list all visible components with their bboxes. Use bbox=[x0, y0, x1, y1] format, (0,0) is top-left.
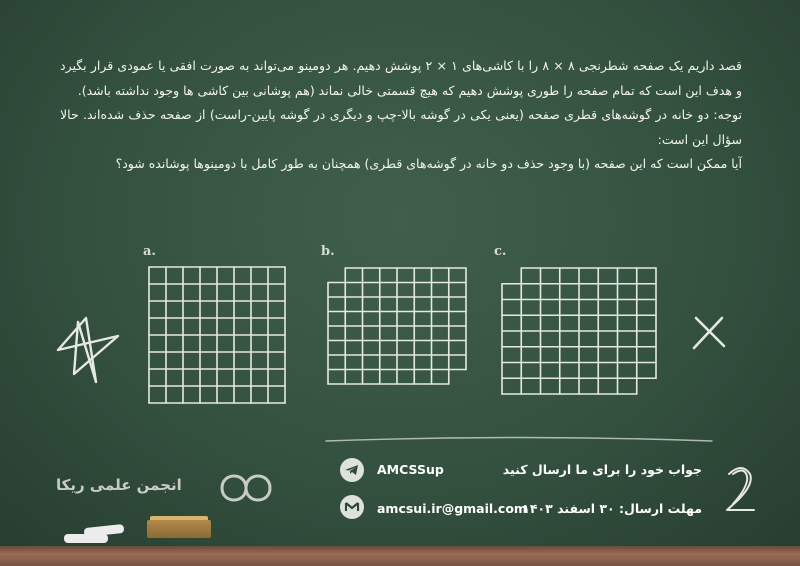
organization-name: انجمن علمی ریکا bbox=[56, 476, 182, 494]
problem-paragraph-1: قصد داریم یک صفحه شطرنجی ۸ × ۸ را با کاشی‌های ۱ × ۲ پوشش دهیم. هر دومینو می‌تواند به صورت افقی یا عمودی قرار بگیرد و هدف این است که تمام صفحه را طوری پوشش دهیم که هیچ قسمتی خالی نماند (هم پوشانی بین کاشی ها وجود نداشته باشد). bbox=[60, 58, 743, 98]
telegram-icon[interactable] bbox=[340, 458, 364, 482]
grid-a bbox=[149, 267, 285, 403]
x-mark-icon bbox=[694, 318, 724, 348]
footer-chalk-line bbox=[326, 438, 712, 442]
problem-paragraph-2: توجه: دو خانه در گوشه‌های قطری صفحه (یعنی یکی در گوشه بالا-چپ و دیگری در گوشه پایین-راست) از صفحه حذف شده‌اند. حالا سؤال این است: bbox=[60, 107, 742, 147]
grid-a-label: a. bbox=[143, 244, 156, 259]
grid-c bbox=[502, 268, 656, 394]
deadline-text: مهلت ارسال: ۳۰ اسفند ۱۴۰۳ bbox=[522, 501, 702, 516]
gmail-icon[interactable] bbox=[340, 495, 364, 519]
problem-paragraph-3: آیا ممکن است که این صفحه (با وجود حذف دو خانه در گوشه‌های قطری) همچنان به طور کامل با دومینوها پوشانده شود؟ bbox=[115, 156, 742, 171]
grid-c-label: c. bbox=[494, 244, 507, 259]
grid-b-label: b. bbox=[321, 244, 335, 259]
send-answer-text: جواب خود را برای ما ارسال کنید bbox=[502, 462, 702, 477]
page-number-chalk bbox=[727, 468, 754, 510]
infinity-logo-icon bbox=[222, 476, 270, 500]
eraser bbox=[147, 520, 211, 538]
email-address[interactable]: amcsui.ir@gmail.com bbox=[377, 501, 527, 516]
star-doodle-icon bbox=[58, 318, 118, 382]
grid-b bbox=[328, 268, 466, 384]
telegram-handle[interactable]: AMCSSup bbox=[377, 462, 444, 477]
